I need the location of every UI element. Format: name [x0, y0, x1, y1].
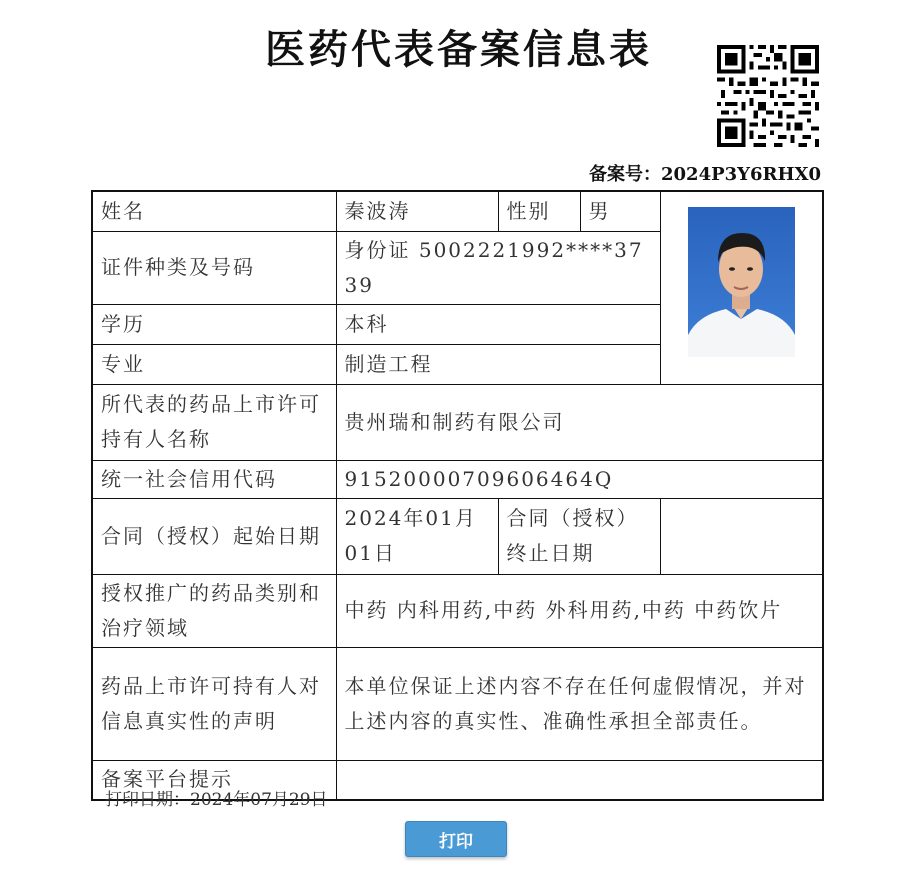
record-number-label: 备案号： — [589, 164, 661, 185]
category-value: 中药 内科用药,中药 外科用药,中药 中药饮片 — [336, 574, 823, 647]
major-value: 制造工程 — [336, 344, 660, 384]
person-photo-icon — [688, 207, 795, 357]
photo-cell — [660, 191, 823, 384]
category-label: 授权推广的药品类别和治疗领域 — [92, 574, 336, 647]
print-date — [105, 785, 328, 810]
print-date-label: 打印日期： — [105, 790, 190, 810]
qr-code-icon — [717, 45, 819, 147]
start-date-label: 合同（授权）起始日期 — [92, 498, 336, 574]
education-label: 学历 — [92, 304, 336, 344]
end-date-value — [660, 498, 823, 574]
statement-label: 药品上市许可持有人对信息真实性的声明 — [92, 647, 336, 760]
record-number-value: 2024P3Y6RHX0 — [661, 164, 821, 185]
name-label: 姓名 — [92, 191, 336, 231]
print-button[interactable]: 打印 — [405, 821, 507, 857]
gender-value: 男 — [580, 191, 660, 231]
statement-value: 本单位保证上述内容不存在任何虚假情况，并对上述内容的真实性、准确性承担全部责任。 — [336, 647, 823, 760]
credit-code-label: 统一社会信用代码 — [92, 460, 336, 498]
platform-tip-value — [336, 760, 823, 800]
page-title: 医药代表备案信息表 — [265, 26, 652, 73]
id-value: 身份证 5002221992****3739 — [336, 231, 660, 304]
major-label: 专业 — [92, 344, 336, 384]
education-value: 本科 — [336, 304, 660, 344]
holder-label: 所代表的药品上市许可持有人名称 — [92, 384, 336, 460]
end-date-label: 合同（授权）终止日期 — [498, 498, 660, 574]
id-label: 证件种类及号码 — [92, 231, 336, 304]
name-value: 秦波涛 — [336, 191, 498, 231]
start-date-value: 2024年01月01日 — [336, 498, 498, 574]
platform-tip-label: 备案平台提示 — [92, 760, 336, 800]
gender-label: 性别 — [498, 191, 580, 231]
print-date-value: 2024年07月29日 — [190, 790, 328, 810]
credit-code-value: 91520000709606464Q — [336, 460, 823, 498]
record-number — [589, 160, 821, 186]
info-table — [91, 190, 824, 801]
holder-value: 贵州瑞和制药有限公司 — [336, 384, 823, 460]
